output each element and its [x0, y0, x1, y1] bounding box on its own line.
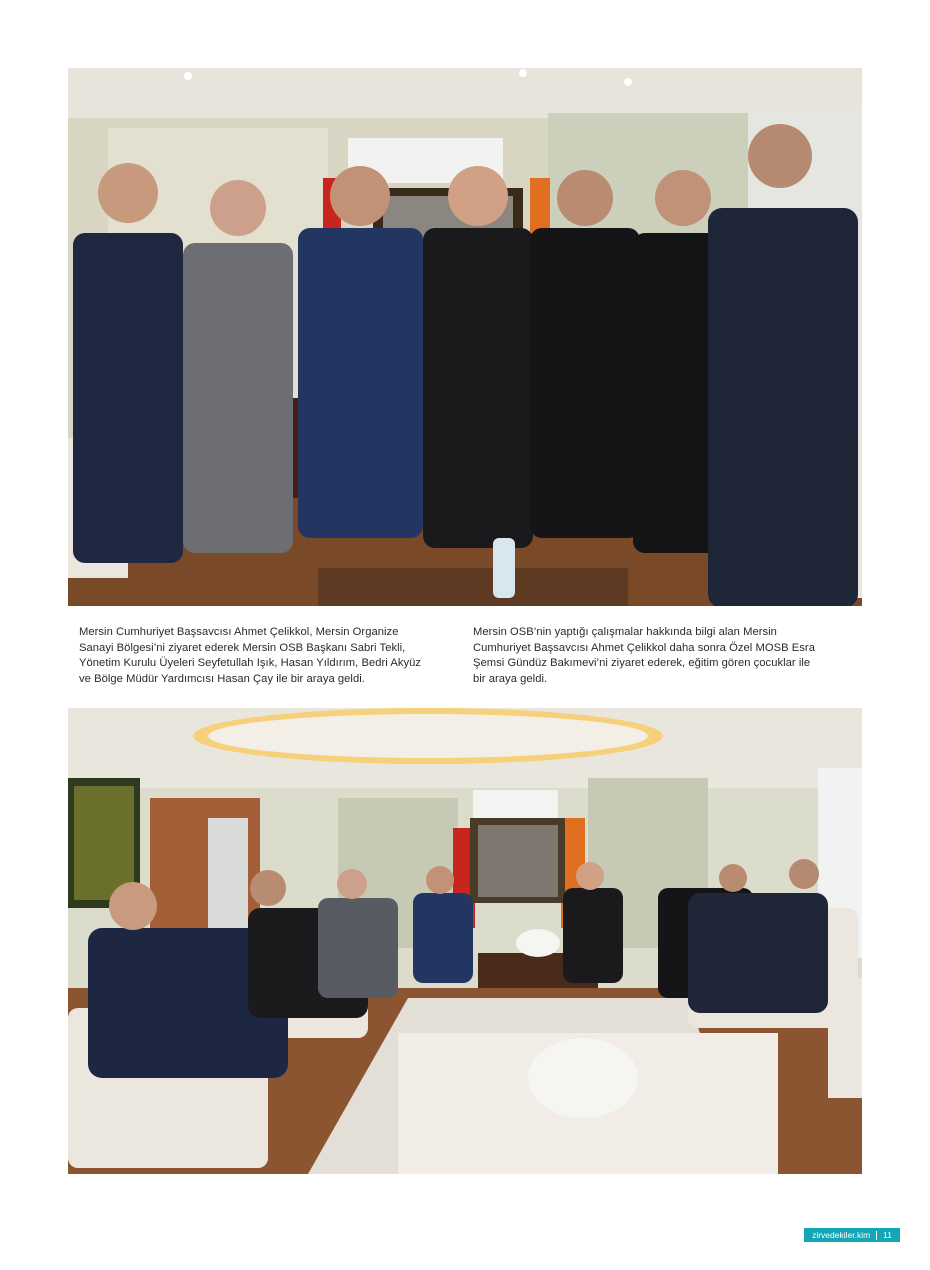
footer-divider [876, 1231, 877, 1240]
caption-left: Mersin Cumhuriyet Başsavcısı Ahmet Çelikkol, Mersin Organize Sanayi Bölgesi’ni ziyaret ederek Mersin OSB Başkanı Sabri Tekli, Yönetim Kurulu Üyeleri Seyfetullah Işık, Hasan Yıldırım, Bedri Akyüz ve Bölge Müdür Yardımcısı Hasan Çay ile bir araya geldi. [79, 626, 422, 685]
caption-right: Mersin OSB’nin yaptığı çalışmalar hakkında bilgi alan Mersin Cumhuriyet Başsavcısı Ahmet Çelikkol daha sonra Özel MOSB Esra Şemsi Gündüz Bakımevi’ni ziyaret ederek, eğitim gören çocuklar ile bir araya geldi. [473, 626, 815, 685]
group-photo-standing [68, 68, 862, 606]
page-footer [804, 1228, 900, 1242]
site-name: zirvedekiler.kim [812, 1230, 871, 1240]
meeting-photo-seated [68, 708, 862, 1174]
page-number: 11 [883, 1230, 892, 1240]
